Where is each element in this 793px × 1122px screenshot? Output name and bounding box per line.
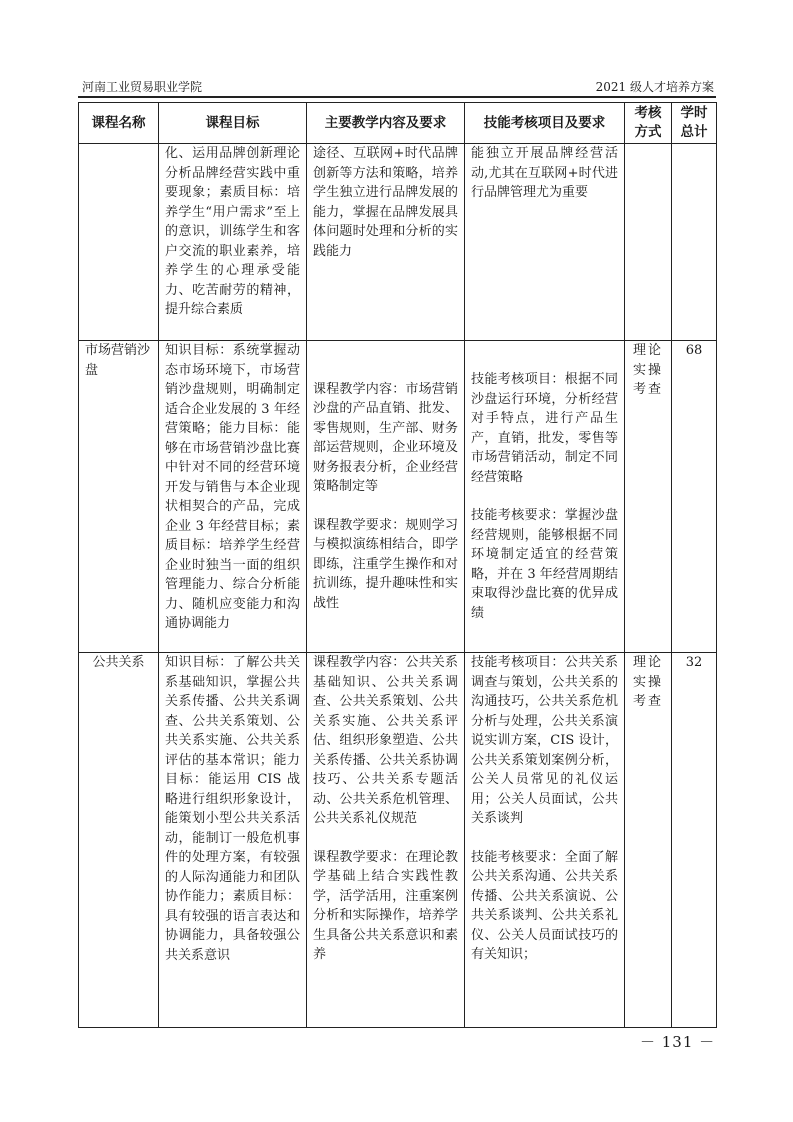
- teaching-requirement: 课程教学要求：在理论教学基础上结合实践性教学，活学活用，注重案例分析和实际操作，培养学生具备公共关系意识和素养: [313, 849, 458, 962]
- paragraph-gap: [313, 497, 458, 516]
- column-header-skills: [465, 103, 625, 144]
- hours-cell: [672, 341, 717, 653]
- assessment-method: 理论 实操 考查: [632, 343, 663, 397]
- course-name: 公共关系: [92, 655, 145, 670]
- goals-cell: [159, 341, 307, 653]
- header-text: 课程目标: [205, 114, 260, 131]
- institution-name: 河南工业贸易职业学院: [82, 80, 203, 94]
- course-goals: 化、运用品牌创新理论分析品牌经营实践中重要现象；素质目标：培养学生“用户需求”至上的意识，训练学生和客户交流的职业素养，培养学生的心理承受能力、吃苦耐劳的精神，提升综合素质: [165, 146, 300, 317]
- goals-cell: [159, 653, 307, 1028]
- course-table: [78, 102, 717, 1028]
- course-goals: 知识目标：了解公共关系基础知识，掌握公共关系传播、公共关系调查、公共关系策划、公共关系实施、公共关系评估的基本常识；能力目标：能运用 CIS 战略进行组织形象设计，能策划小型公共关系活动，能制订一般危机事件的处理方案，有较强的人际沟通能力和团队协作能力；素质目标：具有较强的语言表达和协调能力，具备较强公共关系意识: [165, 655, 300, 963]
- content-cell: [307, 653, 465, 1028]
- teaching-content: 课程教学内容：公共关系基础知识、公共关系调查、公共关系策划、公共关系实施、公共关系评估、组织形象塑造、公共关系传播、公共关系协调技巧、公共关系专题活动、公共关系危机管理、公共关系礼仪规范: [313, 655, 458, 826]
- header-text: 课程名称: [91, 114, 146, 131]
- paragraph-gap: [471, 487, 618, 506]
- skills-cell: [465, 653, 625, 1028]
- teaching-requirement: 课程教学要求：规则学习与模拟演练相结合，即学即练，注重学生操作和对抗训练，提升趣味性和实战性: [313, 517, 458, 611]
- table-row: [79, 144, 717, 341]
- method-cell: [625, 341, 672, 653]
- paragraph-gap: [471, 829, 618, 848]
- assessment-method: 理论 实操 考查: [632, 655, 663, 709]
- header-text: 技能考核项目及要求: [483, 114, 606, 131]
- content-cell: [307, 144, 465, 341]
- course-name-cell: [79, 341, 159, 653]
- course-name: 市场营销沙盘: [85, 343, 151, 378]
- skills-cell: [465, 341, 625, 653]
- column-header-content: [307, 103, 465, 144]
- total-hours: 32: [685, 655, 703, 670]
- skill-assessment: 技能考核项目：公共关系调查与策划，公共关系的沟通技巧，公共关系危机分析与处理，公共关系演说实训方案，CIS 设计，公共关系策划案例分析，公关人员常见的礼仪运用；公关人员面试，公共关系谈判: [471, 655, 618, 826]
- table-header-row: [79, 103, 717, 144]
- hours-cell: [672, 653, 717, 1028]
- header-text: 考核 方式: [634, 105, 662, 140]
- column-header-goals: [159, 103, 307, 144]
- table-row: [79, 341, 717, 653]
- method-cell: [625, 144, 672, 341]
- goals-cell: [159, 144, 307, 341]
- column-header-hours: [672, 103, 717, 144]
- teaching-content: 途径、互联网+时代品牌创新等方法和策略，培养学生独立进行品牌发展的能力，掌握在品牌发展具体问题时处理和分析的实践能力: [313, 146, 458, 259]
- header-text: 学时 总计: [680, 105, 708, 140]
- skill-requirement: 技能考核要求：全面了解公共关系沟通、公共关系传播、公共关系演说、公共关系谈判、公共关系礼仪、公关人员面试技巧的有关知识；: [471, 849, 618, 962]
- method-cell: [625, 653, 672, 1028]
- hours-cell: [672, 144, 717, 341]
- table-row: [79, 653, 717, 1028]
- course-name-cell: [79, 144, 159, 341]
- course-goals: 知识目标：系统掌握动态市场环境下，市场营销沙盘规则，明确制定适合企业发展的 3 年经营策略；能力目标：能够在市场营销沙盘比赛中针对不同的经营环境开发与销售与本企业现状相契合的产品，完成企业 3 年经营目标；素质目标：培养学生经营企业时独当一面的组织管理能力、综合分析能力、随机应变能力和沟通协调能力: [165, 343, 300, 631]
- content-cell: [307, 341, 465, 653]
- column-header-course: [79, 103, 159, 144]
- course-name-cell: [79, 653, 159, 1028]
- page-number: － 131 －: [640, 1033, 716, 1051]
- paragraph-gap: [313, 829, 458, 848]
- skill-assessment: 技能考核项目：根据不同沙盘运行环境，分析经营对手特点，进行产品生产，直销，批发，零售等市场营销活动，制定不同经营策略: [471, 372, 618, 485]
- skill-assessment: 能独立开展品牌经营活动,尤其在互联网+时代进行品牌管理尤为重要: [471, 146, 618, 200]
- teaching-content: 课程教学内容：市场营销沙盘的产品直销、批发、零售规则，生产部、财务部运营规则，企业环境及财务报表分析，企业经营策略制定等: [313, 381, 458, 495]
- page-header: [78, 74, 716, 98]
- total-hours: 68: [685, 343, 703, 358]
- column-header-method: [625, 103, 672, 144]
- skill-requirement: 技能考核要求：掌握沙盘经营规则，能够根据不同环境制定适宜的经营策略，并在 3 年经营周期结束取得沙盘比赛的优异成绩: [471, 508, 618, 621]
- header-text: 主要教学内容及要求: [324, 114, 447, 131]
- document-title: 2021 级人才培养方案: [595, 80, 714, 94]
- skills-cell: [465, 144, 625, 341]
